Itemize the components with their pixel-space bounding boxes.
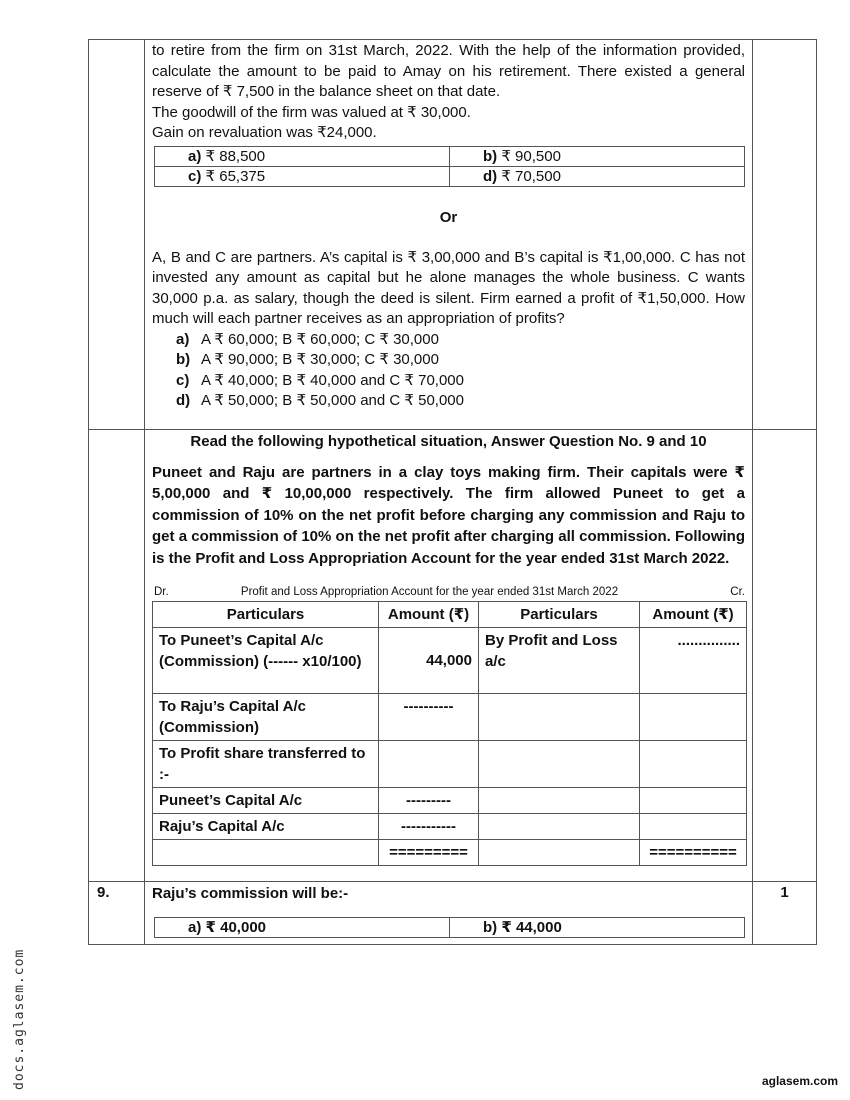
alt-option-b[interactable]: b) A ₹ 90,000; B ₹ 30,000; C ₹ 30,000: [176, 351, 439, 368]
option-a[interactable]: a) ₹ 40,000: [155, 917, 450, 937]
question-number-cell: [89, 40, 145, 430]
alt-option-c[interactable]: c) A ₹ 40,000; B ₹ 40,000 and C ₹ 70,000: [176, 371, 464, 389]
q9-marks: 1: [780, 884, 789, 901]
amount-cr: [640, 694, 747, 741]
particulars-cr: [479, 741, 640, 788]
header-particulars-dr: Particulars: [153, 602, 379, 628]
option-b[interactable]: b) ₹ 44,000: [450, 917, 745, 937]
header-amount-cr: Amount (₹): [640, 602, 747, 628]
amount-cr-total: ==========: [640, 840, 747, 866]
particulars-cr: [479, 840, 640, 866]
header-particulars-cr: Particulars: [479, 602, 640, 628]
amount-cr: [640, 814, 747, 840]
particulars-cr: [479, 694, 640, 741]
alt-option-d[interactable]: d) A ₹ 50,000; B ₹ 50,000 and C ₹ 50,000: [176, 392, 464, 409]
particulars-dr: To Raju’s Capital A/c (Commission): [153, 694, 379, 741]
amount-dr-total: =========: [379, 840, 479, 866]
account-row: [153, 741, 747, 788]
particulars-cr: By Profit and Loss a/c: [479, 628, 640, 694]
debit-label: Dr.: [154, 586, 169, 598]
account-row: [153, 814, 747, 840]
option-a[interactable]: a) ₹ 88,500: [155, 146, 450, 166]
amount-cr: [640, 741, 747, 788]
header-amount-dr: Amount (₹): [379, 602, 479, 628]
option-b[interactable]: b) ₹ 90,500: [450, 146, 745, 166]
account-row: [153, 694, 747, 741]
amount-dr: ---------: [379, 788, 479, 814]
alt-option-a[interactable]: a) A ₹ 60,000; B ₹ 60,000; C ₹ 30,000: [176, 330, 439, 348]
amount-dr: 44,000: [379, 628, 479, 694]
case-study-paragraph: Puneet and Raju are partners in a clay toys making firm. Their capitals were ₹ 5,00,000 and ₹ 10,00,000 respectively. The firm allowed Puneet to get a commission of 10% on the net profit before charging any commission and Raju to get a commission of 10% on the net profit after charging all commission. Following is the Profit and Loss Appropriation Account for the year ended 31st March 2022.: [152, 463, 745, 567]
question-number-cell: [89, 429, 145, 882]
or-separator: Or: [439, 208, 458, 226]
q9-text: Raju’s commission will be:-: [152, 885, 349, 902]
account-title: Profit and Loss Appropriation Account for the year ended 31st March 2022: [240, 586, 619, 598]
marks-cell: [753, 882, 817, 945]
particulars-dr: [153, 840, 379, 866]
q8-paragraph: to retire from the firm on 31st March, 2022. With the help of the information provided, calculate the amount to be paid to Amay on his retirement. There existed a general reserve of ₹ 7,500 in the balance sheet on that date.: [152, 42, 745, 100]
option-d[interactable]: d) ₹ 70,500: [450, 166, 745, 186]
account-heading: [154, 586, 745, 598]
particulars-dr: To Puneet’s Capital A/c (Commission) (------ x10/100): [153, 628, 379, 694]
q9-number: 9.: [97, 884, 110, 901]
amount-cr: ...............: [640, 628, 747, 694]
question-8-row: [89, 40, 817, 430]
account-header-row: [153, 602, 747, 628]
credit-label: Cr.: [730, 586, 745, 598]
amount-cr: [640, 788, 747, 814]
question-number: [89, 882, 145, 945]
marks-cell: [753, 429, 817, 882]
option-c[interactable]: c) ₹ 65,375: [155, 166, 450, 186]
marks-cell: [753, 40, 817, 430]
q8-revaluation-line: Gain on revaluation was ₹24,000.: [152, 124, 377, 141]
case-study-body: [145, 429, 753, 882]
particulars-cr: [479, 814, 640, 840]
q8-alternative-paragraph: A, B and C are partners. A’s capital is ₹ 3,00,000 and B’s capital is ₹1,00,000. C has not invested any amount as capital but he alone manages the whole business. C wants 30,000 p.a. as salary, though the deed is silent. Firm earned a profit of ₹1,50,000. How much will each partner receives as an appropriation of profits?: [152, 248, 745, 327]
watermark-text: docs.aglasem.com: [12, 948, 27, 1090]
particulars-dr: Raju’s Capital A/c: [153, 814, 379, 840]
q9-options-table: [154, 917, 745, 938]
question-body-cell: [145, 40, 753, 430]
particulars-cr: [479, 788, 640, 814]
appropriation-account-table: [152, 601, 747, 866]
amount-dr: [379, 741, 479, 788]
q8-goodwill-line: The goodwill of the firm was valued at ₹ 30,000.: [152, 103, 471, 121]
particulars-dr: Puneet’s Capital A/c: [153, 788, 379, 814]
amount-dr: ----------: [379, 694, 479, 741]
account-total-row: [153, 840, 747, 866]
brand-footer[interactable]: aglasem.com: [761, 1074, 838, 1088]
amount-dr: -----------: [379, 814, 479, 840]
question-9-row: [89, 882, 817, 945]
q8-alternative-options: [152, 330, 745, 412]
case-study-title: Read the following hypothetical situation, Answer Question No. 9 and 10: [190, 432, 707, 450]
particulars-dr: To Profit share transferred to :-: [153, 741, 379, 788]
account-row: [153, 788, 747, 814]
case-study-row: [89, 429, 817, 882]
account-row: [153, 628, 747, 694]
question-body-cell: [145, 882, 753, 945]
question-table: [88, 39, 817, 945]
q8-options-table: [154, 146, 745, 187]
